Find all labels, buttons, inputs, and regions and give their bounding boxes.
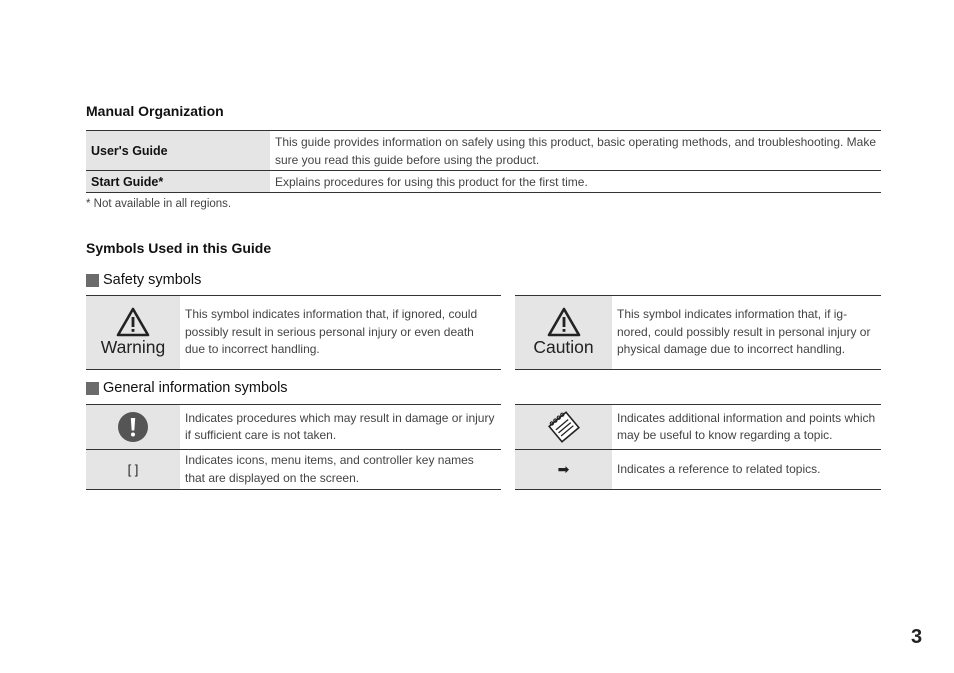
- notepad-icon: [544, 409, 584, 445]
- caution-symbol-box: [515, 295, 881, 370]
- reference-row: [515, 449, 881, 489]
- attention-row: [86, 405, 501, 449]
- general-symbols-subheading: [86, 380, 288, 396]
- table-row: [86, 131, 881, 171]
- footnote: * Not available in all regions.: [86, 198, 232, 210]
- start-guide-term: Start Guide*: [86, 171, 270, 193]
- manual-organization-table: [86, 130, 881, 193]
- warning-symbol-box: [86, 295, 501, 370]
- right-arrow-icon: ➡: [557, 461, 570, 477]
- symbols-heading: Symbols Used in this Guide: [86, 240, 272, 256]
- warning-triangle-icon: [116, 307, 150, 337]
- caution-icon-cell: [515, 296, 612, 369]
- page-number: 3: [911, 626, 923, 648]
- safety-symbols-label: Safety symbols: [103, 272, 202, 288]
- general-symbols-right-table: [515, 404, 881, 490]
- users-guide-description: This guide provides information on safely using this product, basic operating methods, and troubleshooting. Make sure you read this guide before using the product.: [270, 131, 881, 171]
- table-row: [86, 171, 881, 193]
- general-symbols-label: General information symbols: [103, 380, 288, 396]
- manual-organization-heading: Manual Organization: [86, 103, 224, 119]
- brackets-symbol-cell: [86, 450, 180, 489]
- warning-label: Warning: [100, 337, 166, 357]
- caution-label: Caution: [533, 337, 594, 357]
- attention-icon-cell: [86, 405, 180, 449]
- warning-icon-cell: [86, 296, 180, 369]
- note-description: Indicates additional information and points which may be useful to know regarding a topic.: [617, 410, 876, 442]
- start-guide-description: Explains procedures for using this product for the first time.: [270, 171, 881, 193]
- square-bullet-icon: [86, 274, 99, 287]
- brackets-description: Indicates icons, menu items, and controller key names that are displayed on the screen.: [185, 453, 474, 485]
- exclamation-circle-icon: [117, 411, 149, 443]
- note-row: [515, 405, 881, 449]
- warning-description: This symbol indicates information that, if ignored, could possibly result in serious personal injury or even death due to incorrect handling.: [185, 307, 478, 357]
- brackets-symbol: [ ]: [127, 462, 139, 477]
- general-symbols-left-table: [86, 404, 501, 490]
- note-icon-cell: [515, 405, 612, 449]
- attention-description: Indicates procedures which may result in damage or injury if sufficient care is not taken.: [185, 410, 495, 442]
- caution-triangle-icon: [547, 307, 581, 337]
- brackets-row: [86, 449, 501, 489]
- square-bullet-icon: [86, 382, 99, 395]
- safety-symbols-subheading: [86, 272, 201, 288]
- caution-description: This symbol indicates information that, if ig-nored, could possibly result in personal injury or physical damage due to incorrect handling.: [617, 307, 871, 357]
- users-guide-term: User's Guide: [86, 131, 270, 171]
- reference-symbol-cell: [515, 450, 612, 489]
- reference-description: Indicates a reference to related topics.: [617, 461, 821, 476]
